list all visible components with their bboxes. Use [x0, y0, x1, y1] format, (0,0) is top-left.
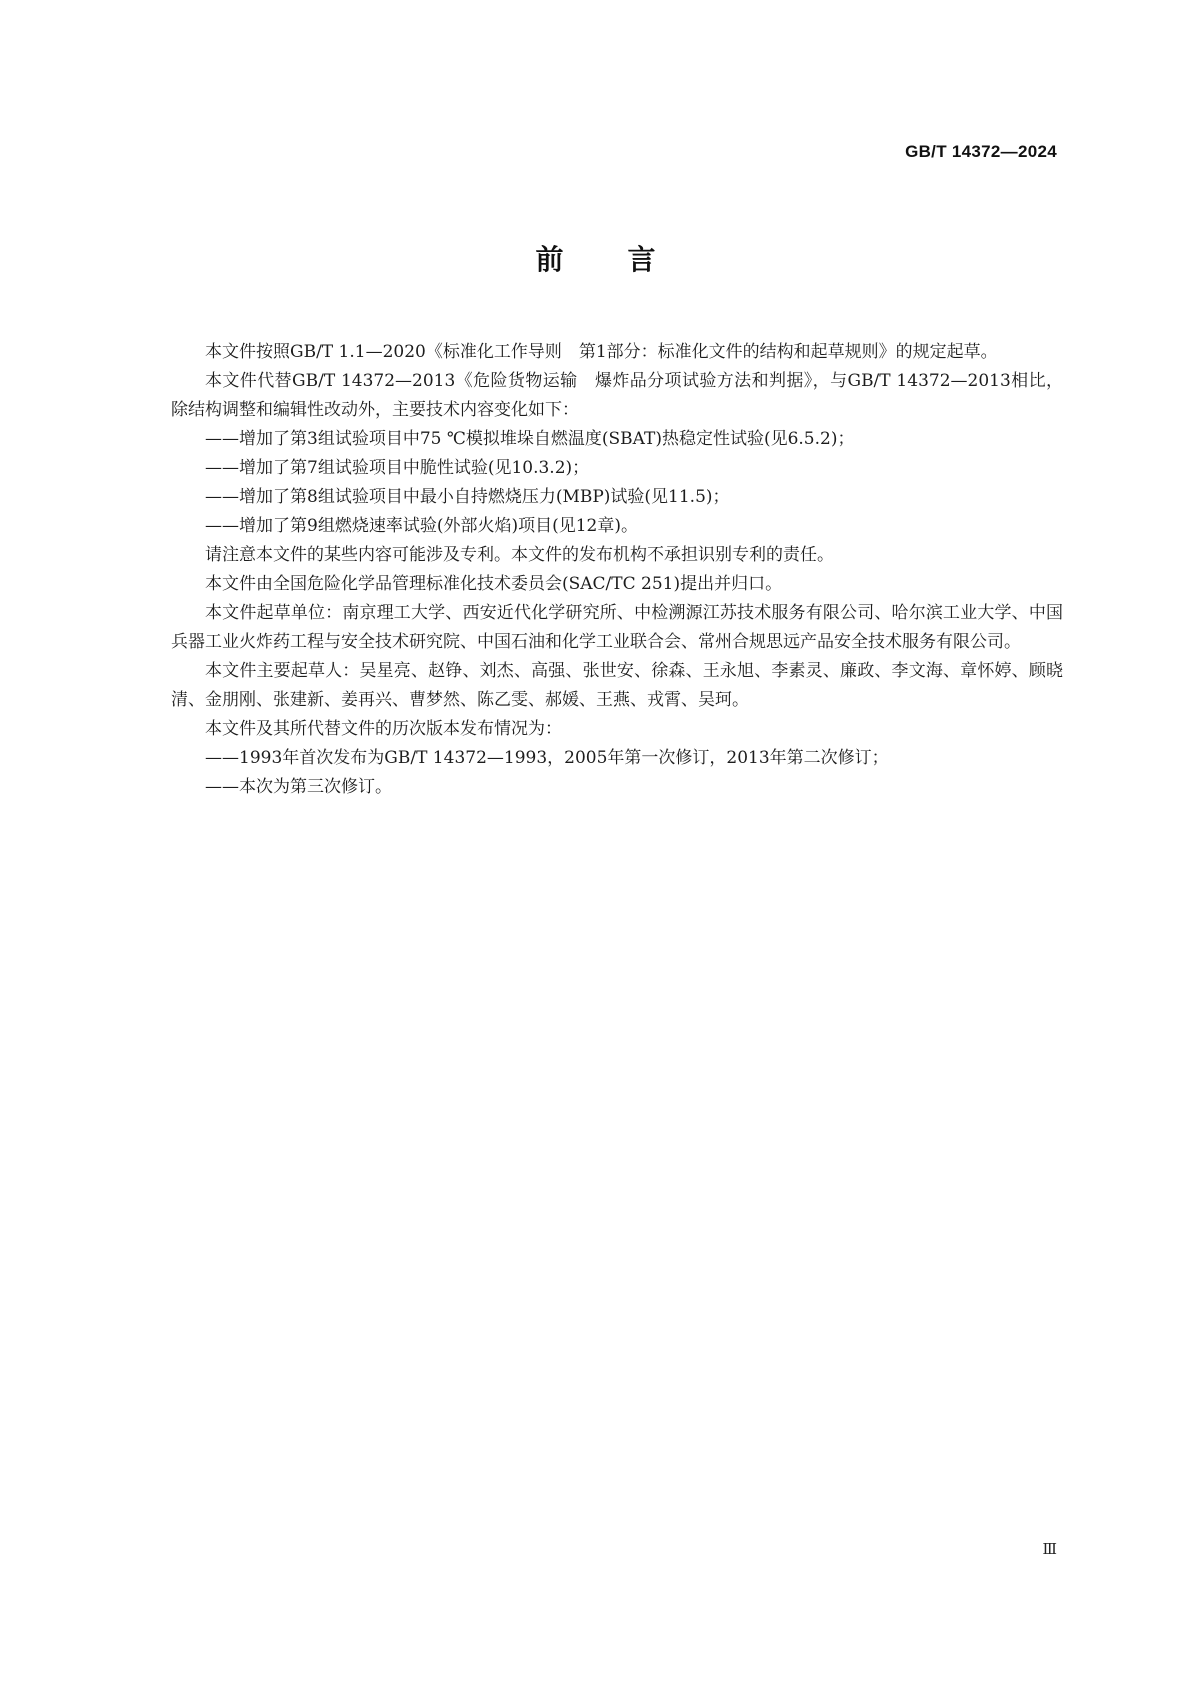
change-item: ——增加了第8组试验项目中最小自持燃烧压力(MBP)试验(见11.5)； — [205, 487, 730, 507]
paragraph-drafting-rules: 本文件按照GB/T 1.1—2020《标准化工作导则 第1部分：标准化文件的结构和起草规则》的规定起草。 — [205, 342, 998, 362]
history-item: ——1993年首次发布为GB/T 14372—1993，2005年第一次修订，2013年第二次修订； — [205, 748, 889, 768]
page-title: 前言 — [535, 243, 720, 276]
change-item: ——增加了第3组试验项目中75 ℃模拟堆垛自燃温度(SBAT)热稳定性试验(见6.5.2)； — [205, 429, 855, 449]
paragraph-patent-notice: 请注意本文件的某些内容可能涉及专利。本文件的发布机构不承担识别专利的责任。 — [205, 545, 834, 565]
change-item: ——增加了第9组燃烧速率试验(外部火焰)项目(见12章)。 — [205, 516, 638, 536]
history-item: ——本次为第三次修订。 — [205, 777, 392, 797]
foreword-body — [171, 338, 1063, 802]
paragraph-proposer: 本文件由全国危险化学品管理标准化技术委员会(SAC/TC 251)提出并归口。 — [205, 574, 783, 594]
document-code: GB/T 14372—2024 — [905, 142, 1057, 161]
paragraph-replacement: 本文件代替GB/T 14372—2013《危险货物运输 爆炸品分项试验方法和判据》，与GB/T 14372—2013相比，除结构调整和编辑性改动外，主要技术内容变化如下： — [171, 371, 1063, 420]
change-item: ——增加了第7组试验项目中脆性试验(见10.3.2)； — [205, 458, 590, 478]
paragraph-drafters: 本文件主要起草人：吴星亮、赵铮、刘杰、高强、张世安、徐森、王永旭、李素灵、廉政、李文海、章怀婷、顾晓清、金朋刚、张建新、姜再兴、曹梦然、陈乙雯、郝媛、王燕、戎霄、吴珂。 — [171, 661, 1063, 710]
paragraph-drafting-units: 本文件起草单位：南京理工大学、西安近代化学研究所、中检溯源江苏技术服务有限公司、哈尔滨工业大学、中国兵器工业火炸药工程与安全技术研究院、中国石油和化学工业联合会、常州合规思远产品安全技术服务有限公司。 — [171, 603, 1063, 652]
paragraph-version-history: 本文件及其所代替文件的历次版本发布情况为： — [205, 719, 562, 739]
page-number: Ⅲ — [1042, 1542, 1057, 1558]
